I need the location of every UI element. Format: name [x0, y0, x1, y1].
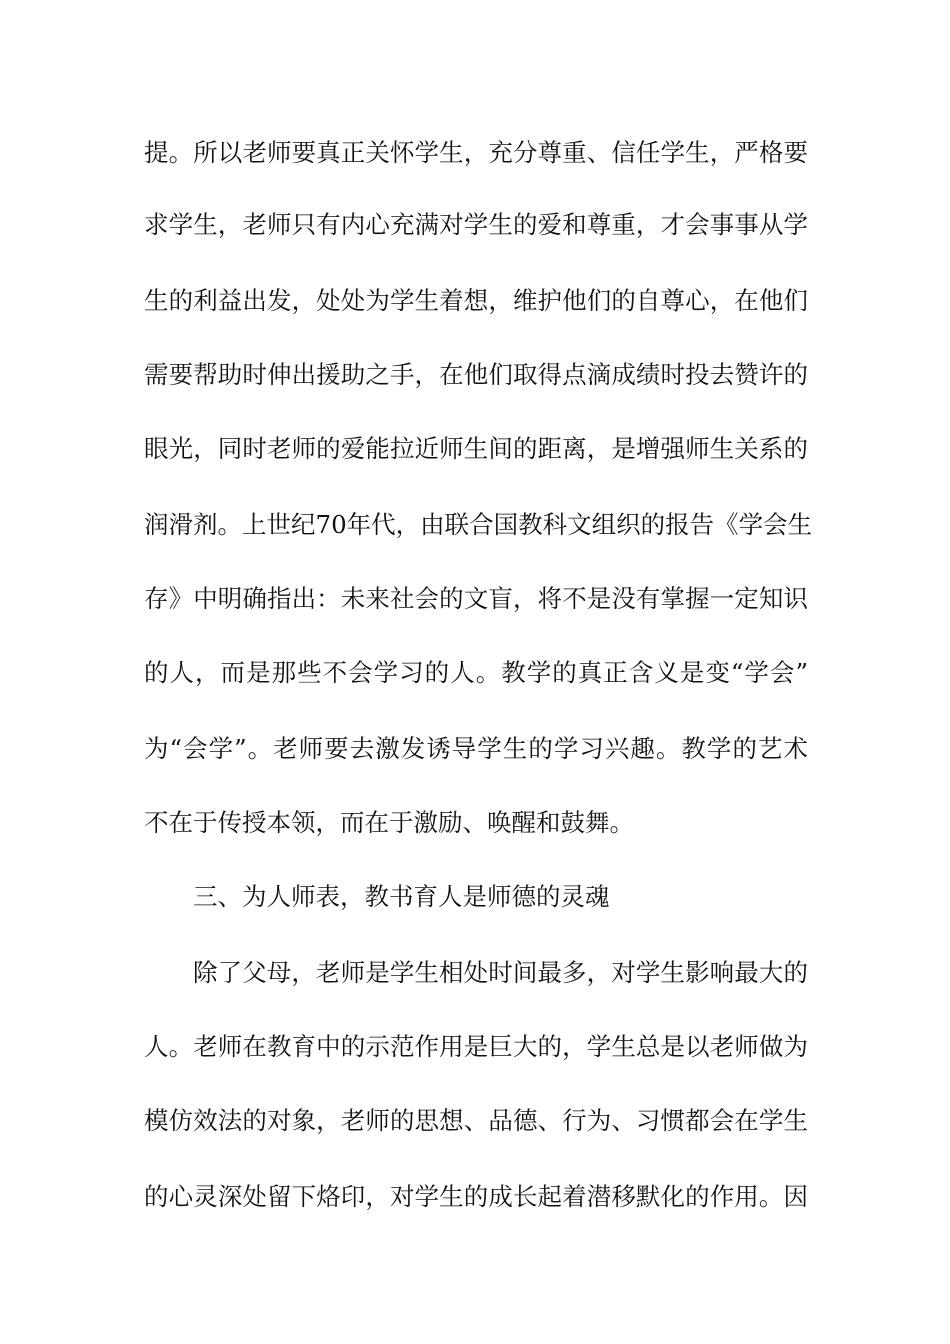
- paragraph-line: 为“会学”。老师要去激发诱导学生的学习兴趣。教学的艺术: [144, 734, 808, 763]
- paragraph-line: 的人，而是那些不会学习的人。教学的真正含义是变“学会”: [144, 658, 808, 687]
- paragraph-line: 求学生，老师只有内心充满对学生的爱和尊重，才会事事从学: [144, 210, 808, 239]
- paragraph-line: 除了父母，老师是学生相处时间最多，对学生影响最大的: [193, 958, 808, 987]
- paragraph-line: 人。老师在教育中的示范作用是巨大的，学生总是以老师做为: [144, 1032, 808, 1061]
- paragraph-line: 生的利益出发，处处为学生着想，维护他们的自尊心，在他们: [144, 286, 808, 315]
- paragraph-line: 润滑剂。上世纪70年代，由联合国教科文组织的报告《学会生: [144, 510, 813, 539]
- paragraph-line: 存》中明确指出：未来社会的文盲，将不是没有掌握一定知识: [144, 584, 808, 613]
- paragraph-line: 眼光，同时老师的爱能拉近师生间的距离，是增强师生关系的: [144, 434, 808, 463]
- paragraph-line: 不在于传授本领，而在于激励、唤醒和鼓舞。: [144, 808, 634, 837]
- paragraph-line: 的心灵深处留下烙印，对学生的成长起着潜移默化的作用。因: [144, 1182, 808, 1211]
- paragraph-line: 需要帮助时伸出援助之手，在他们取得点滴成绩时投去赞许的: [144, 360, 808, 389]
- paragraph-line: 提。所以老师要真正关怀学生，充分尊重、信任学生，严格要: [144, 138, 808, 167]
- paragraph-line: 模仿效法的对象，老师的思想、品德、行为、习惯都会在学生: [144, 1106, 808, 1135]
- section-heading: 三、为人师表，教书育人是师德的灵魂: [193, 882, 610, 911]
